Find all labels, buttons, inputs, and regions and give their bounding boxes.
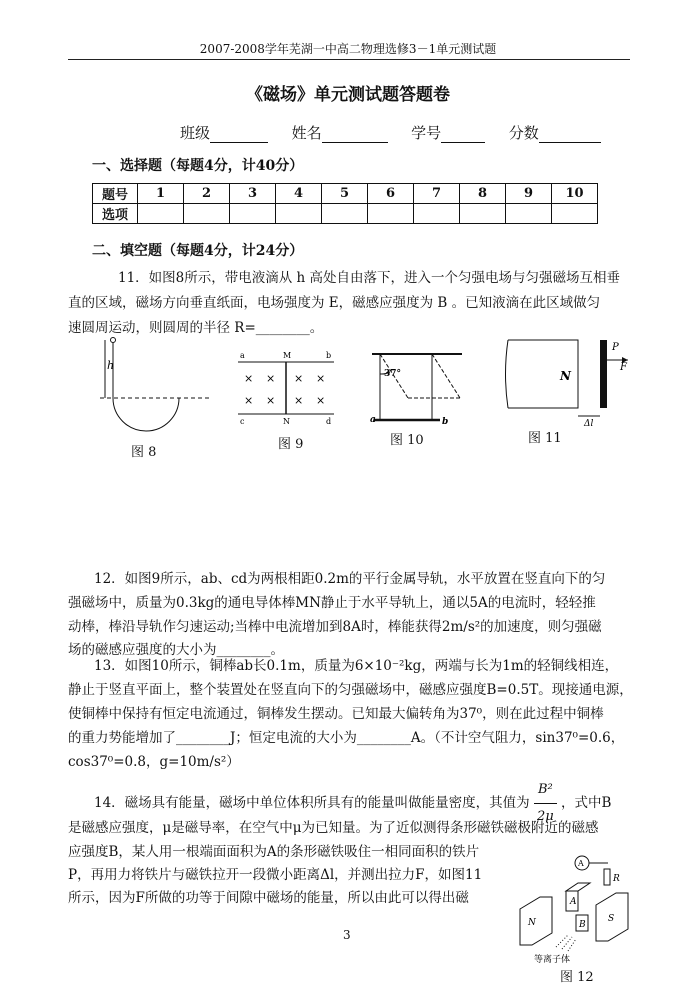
figure-12-drawing bbox=[516, 855, 646, 965]
field-cross: × bbox=[266, 372, 276, 385]
answer-cell[interactable] bbox=[368, 204, 414, 224]
answer-cell[interactable] bbox=[230, 204, 276, 224]
figure-10 bbox=[370, 350, 470, 434]
answer-cell[interactable] bbox=[138, 204, 184, 224]
answer-cell[interactable] bbox=[322, 204, 368, 224]
section1-heading: 一、选择题（每题4分，计40分） bbox=[92, 158, 304, 174]
q13-line4: 的重力势能增加了________J；恒定电流的大小为________A。（不计空气阻力，sin37⁰=0.6， bbox=[68, 730, 625, 746]
answer-cell[interactable] bbox=[184, 204, 230, 224]
question-number: 3 bbox=[230, 184, 276, 204]
label-b: b bbox=[442, 417, 449, 427]
label-b: b bbox=[326, 351, 332, 360]
q13-line2: 静止于竖直平面上，整个装置处在竖直向下的匀强磁场中，磁感应强度B=0.5T。现接通电源， bbox=[68, 682, 633, 698]
name-blank[interactable] bbox=[322, 124, 388, 143]
figure-11-caption: 图 11 bbox=[528, 431, 562, 446]
q14-line2: 是磁感应强度，μ是磁导率，在空气中μ为已知量。为了近似测得条形磁铁磁极附近的磁感 bbox=[68, 820, 599, 836]
label-d: d bbox=[326, 417, 332, 426]
page-number: 3 bbox=[343, 928, 351, 942]
plate-a-top bbox=[566, 883, 590, 891]
id-label: 学号 bbox=[411, 124, 442, 142]
name-label: 姓名 bbox=[291, 124, 322, 142]
class-label: 班级 bbox=[180, 124, 211, 142]
field-cross: × bbox=[266, 394, 276, 407]
section2-heading: 二、填空题（每题4分，计24分） bbox=[92, 243, 304, 259]
page-title: 《磁场》单元测试题答题卷 bbox=[246, 85, 450, 105]
class-blank[interactable] bbox=[210, 124, 268, 143]
figure-8-drawing bbox=[95, 335, 215, 455]
question-number: 8 bbox=[460, 184, 506, 204]
label-B: B bbox=[579, 920, 586, 930]
q13-line3: 使铜棒中保持有恒定电流通过，铜棒发生摆动。已知最大偏转角为37⁰，则在此过程中铜棒 bbox=[68, 706, 604, 722]
q14-line5: 所示，因为F所做的功等于间隙中磁场的能量，所以由此可以得出磁 bbox=[68, 890, 469, 906]
table-header-choice: 选项 bbox=[93, 204, 138, 224]
question-number: 6 bbox=[368, 184, 414, 204]
question-number: 9 bbox=[506, 184, 552, 204]
label-A: A bbox=[570, 897, 577, 907]
figure-11 bbox=[506, 338, 636, 432]
student-info-line bbox=[180, 122, 601, 143]
deflected-wire-right bbox=[432, 354, 460, 398]
angle-label: 37° bbox=[384, 369, 402, 379]
q12-line1: 12．如图9所示，ab、cd为两根相距0.2m的平行金属导轨，水平放置在竖直向下的匀 bbox=[94, 571, 606, 587]
plasma-stream bbox=[556, 935, 576, 951]
field-cross: × bbox=[294, 394, 304, 407]
iron-plate bbox=[600, 340, 607, 408]
label-M: M bbox=[283, 351, 292, 360]
q11-line2: 直的区域，磁场方向垂直纸面，电场强度为 E，磁感应强度为 B 。已知液滴在此区域做匀 bbox=[68, 295, 601, 311]
question-number: 1 bbox=[138, 184, 184, 204]
fraction-numerator: B² bbox=[534, 777, 557, 804]
question-number: 10 bbox=[552, 184, 598, 204]
figure-10-caption: 图 10 bbox=[390, 433, 424, 448]
figure-9-drawing bbox=[238, 350, 338, 430]
field-cross: × bbox=[244, 372, 254, 385]
table-header-number: 题号 bbox=[93, 184, 138, 204]
meter-label: A bbox=[578, 859, 584, 868]
label-N: N bbox=[560, 369, 571, 383]
answer-cell[interactable] bbox=[276, 204, 322, 224]
label-P: P bbox=[612, 342, 619, 353]
field-cross: × bbox=[316, 394, 326, 407]
id-blank[interactable] bbox=[441, 124, 485, 143]
answer-cell[interactable] bbox=[506, 204, 552, 224]
figure-12-caption: 图 12 bbox=[560, 970, 594, 985]
label-a: a bbox=[240, 351, 245, 360]
h-label: h bbox=[107, 359, 115, 372]
label-F: F bbox=[620, 362, 627, 373]
question-number: 2 bbox=[184, 184, 230, 204]
q11-line1: 11．如图8所示，带电液滴从 h 高处自由落下，进入一个匀强电场与匀强磁场互相垂 bbox=[118, 270, 621, 286]
q12-line4: 场的磁感应强度的大小为________。 bbox=[68, 642, 284, 658]
figure-12 bbox=[516, 855, 646, 969]
magnet-break bbox=[506, 340, 509, 408]
question-number: 5 bbox=[322, 184, 368, 204]
plasma-label: 等离子体 bbox=[534, 955, 571, 965]
label-c: c bbox=[240, 417, 245, 426]
figure-9 bbox=[238, 350, 338, 434]
magnet-n bbox=[520, 897, 552, 945]
label-delta-l: Δl bbox=[584, 419, 594, 429]
label-S: S bbox=[608, 914, 615, 924]
field-cross: × bbox=[316, 372, 326, 385]
label-R: R bbox=[613, 874, 620, 884]
question-number: 4 bbox=[276, 184, 322, 204]
answer-cell[interactable] bbox=[552, 204, 598, 224]
answer-table-choice-row bbox=[93, 204, 598, 224]
answer-table-number-row bbox=[93, 184, 598, 204]
page-header: 2007-2008学年芜湖一中高二物理选修3－1单元测试题 bbox=[199, 42, 497, 56]
q14-line1-end: ，式中B bbox=[561, 795, 612, 811]
q13-line1: 13．如图10所示，铜棒ab长0.1m，质量为6×10⁻²kg，两端与长为1m的轻铜线相连， bbox=[94, 658, 619, 674]
q14-line4: P，再用力将铁片与磁铁拉开一段微小距离Δl，并测出拉力F，如图11 bbox=[68, 867, 483, 883]
header-divider bbox=[68, 59, 630, 60]
label-N: N bbox=[283, 417, 290, 426]
q12-line3: 动棒，棒沿导轨作匀速运动;当棒中电流增加到8A时，棒能获得2m/s²的加速度，则匀强磁 bbox=[68, 619, 602, 635]
q12-line2: 强磁场中，质量为0.3kg的通电导体棒MN静止于水平导轨上，通以5A的电流时，轻轻推 bbox=[68, 595, 596, 611]
question-number: 7 bbox=[414, 184, 460, 204]
score-label: 分数 bbox=[508, 124, 539, 142]
fraction-denominator: 2μ bbox=[537, 809, 554, 824]
q11-line3: 速圆周运动，则圆周的半径 R=________。 bbox=[68, 320, 324, 336]
figure-9-caption: 图 9 bbox=[278, 437, 304, 452]
label-a: a bbox=[370, 415, 376, 425]
answer-cell[interactable] bbox=[414, 204, 460, 224]
figure-8-caption: 图 8 bbox=[131, 445, 157, 460]
figure-10-drawing bbox=[370, 350, 470, 430]
q13-line5: cos37⁰=0.8，g=10m/s²） bbox=[68, 754, 240, 770]
field-cross: × bbox=[294, 372, 304, 385]
circular-path bbox=[113, 398, 179, 431]
droplet bbox=[111, 338, 116, 343]
figure-11-drawing bbox=[506, 338, 636, 428]
label-N: N bbox=[528, 918, 536, 928]
q14-line1-start: 14．磁场具有能量，磁场中单位体积所具有的能量叫做能量密度，其值为 bbox=[94, 795, 530, 811]
q14-line3: 应强度B，某人用一根端面面积为A的条形磁铁吸住一相同面积的铁片 bbox=[68, 844, 480, 860]
answer-table bbox=[92, 183, 598, 224]
answer-cell[interactable] bbox=[460, 204, 506, 224]
field-cross: × bbox=[244, 394, 254, 407]
resistor bbox=[604, 869, 610, 885]
score-blank[interactable] bbox=[539, 124, 601, 143]
